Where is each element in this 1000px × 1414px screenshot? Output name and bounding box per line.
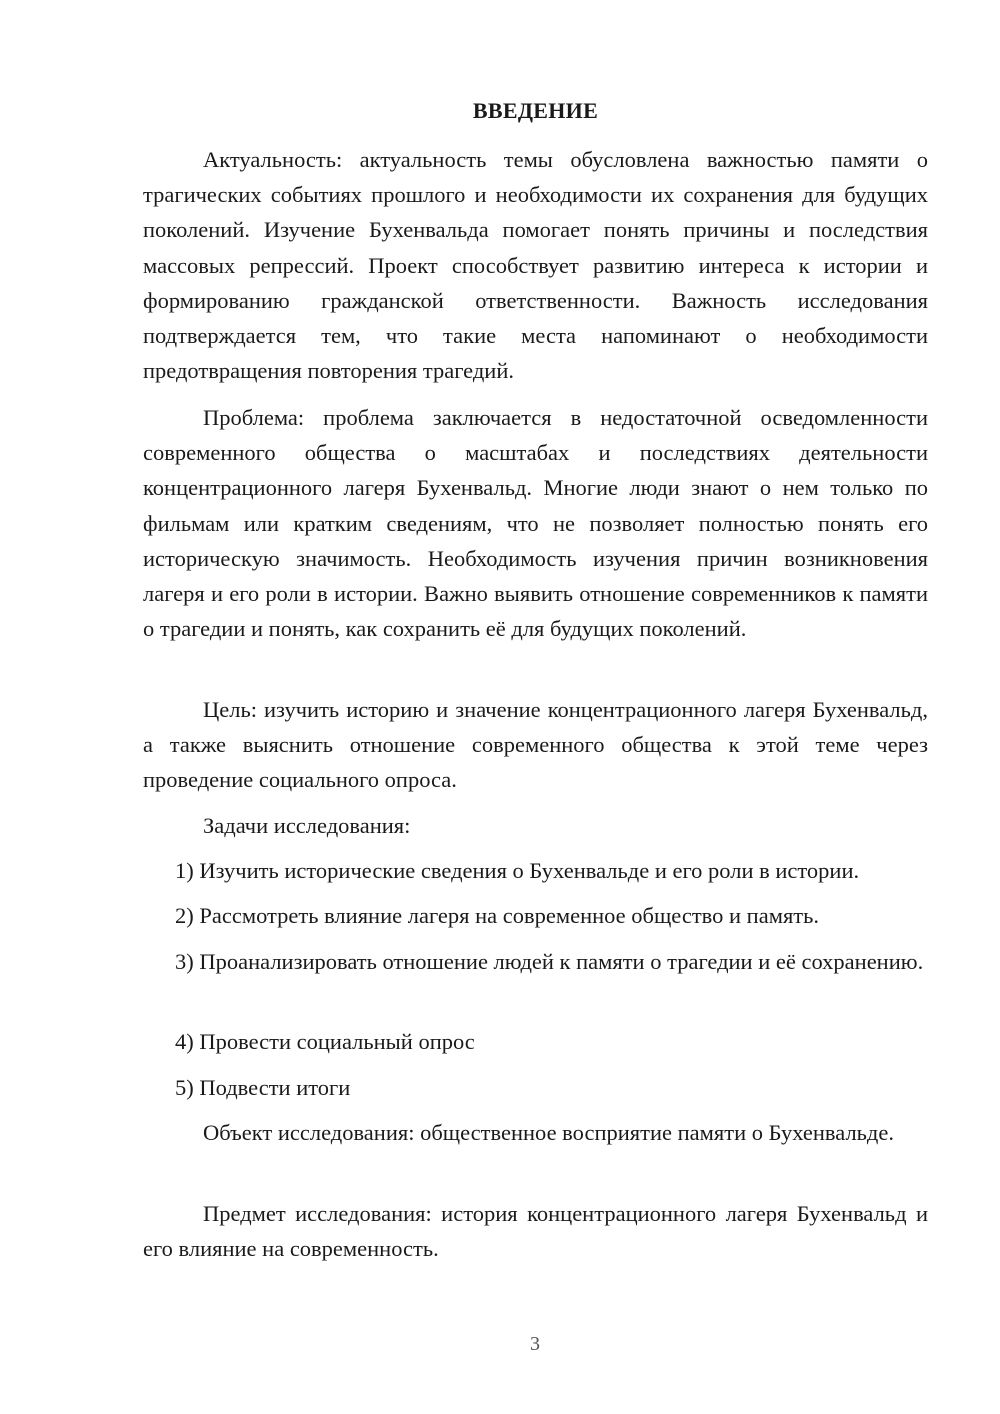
task-item-1: 1) Изучить исторические сведения о Бухенвальде и его роли в истории. bbox=[175, 858, 860, 883]
subject-paragraph: Предмет исследования: история концентрационного лагеря Бухенвальд и его влияние на современность. bbox=[143, 1201, 928, 1262]
task-item-3: 3) Проанализировать отношение людей к памяти о трагедии и её сохранению. bbox=[175, 949, 924, 974]
problem-paragraph: Проблема: проблема заключается в недостаточной осведомленности современного общества о масштабах и последствиях деятельности концентрационного лагеря Бухенвальд. Многие люди знают о нем только по фильмам или кратким сведениям, что не позволяет полностью понять его историческую значимость. Необходимость изучения причин возникновения лагеря и его роли в истории. Важно выявить отношение современников к памяти о трагедии и понять, как сохранить её для будущих поколений. bbox=[143, 405, 928, 642]
task-item-5: 5) Подвести итоги bbox=[175, 1075, 351, 1100]
task-item-2: 2) Рассмотреть влияние лагеря на современное общество и память. bbox=[175, 903, 820, 928]
relevance-paragraph: Актуальность: актуальность темы обусловлена важностью памяти о трагических событиях прошлого и необходимости их сохранения для будущих поколений. Изучение Бухенвальда помогает понять причины и последствия массовых репрессий. Проект способствует развитию интереса к истории и формированию гражданской ответственности. Важность исследования подтверждается тем, что такие места напоминают о необходимости предотвращения повторения трагедий. bbox=[143, 147, 928, 384]
object-paragraph: Объект исследования: общественное восприятие памяти о Бухенвальде. bbox=[203, 1120, 894, 1145]
page-number: 3 bbox=[530, 1333, 540, 1355]
task-item-4: 4) Провести социальный опрос bbox=[175, 1029, 475, 1054]
goal-paragraph: Цель: изучить историю и значение концентрационного лагеря Бухенвальд, а также выяснить отношение современного общества к этой теме через проведение социального опроса. bbox=[143, 697, 928, 793]
page-title: ВВЕДЕНИЕ bbox=[472, 98, 599, 123]
tasks-heading: Задачи исследования: bbox=[203, 813, 411, 838]
